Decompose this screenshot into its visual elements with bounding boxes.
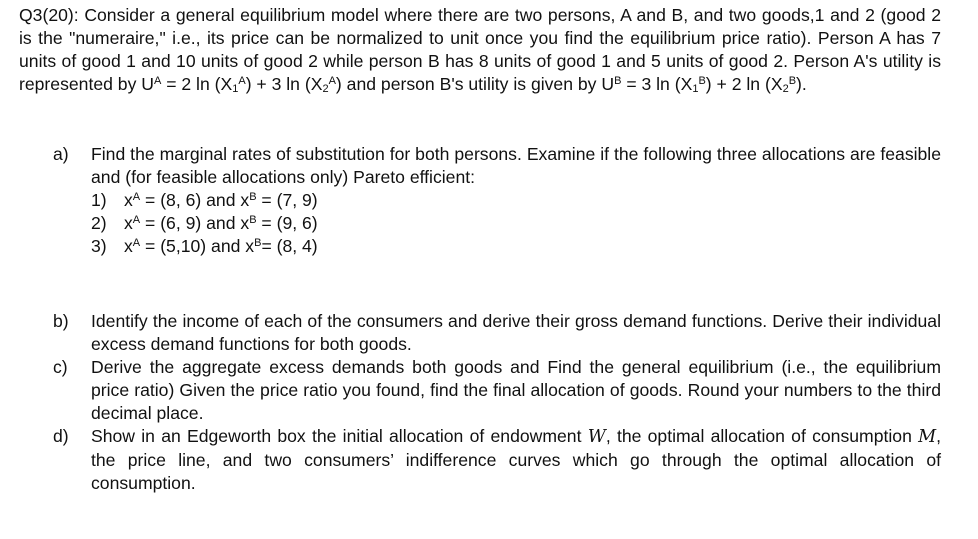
allocation-item [91,189,941,212]
utility-B-formula-end: ). [796,74,807,94]
utility-A-formula-mid: ) + 3 ln (X [245,74,323,94]
superscript-B: B [698,75,706,87]
part-c-letter: c) [53,357,68,377]
x-symbol: x [124,236,133,256]
utility-B-formula-mid: ) + 2 ln (X [705,74,783,94]
x-symbol: x [124,190,133,210]
allocation-item [91,235,941,258]
superscript-A: A [132,191,141,203]
allocation-text [124,212,318,235]
allocation-number: 2) [91,213,107,233]
part-d-text-3: , the price line, and two consumers’ indifference curves which go through the optimal allocation of consumption. [91,426,942,493]
subscript-1: 1 [692,83,699,95]
utility-A-formula-end: ) and person B's utility is given by U [335,74,615,94]
parts-b-c-d [53,310,941,495]
part-c-text: Derive the aggregate excess demands both goods and Find the general equilibrium (i.e., the equilibrium price ratio) Given the price ratio you found, find the final allocation of goods. Round your numbers to the third decimal place. [91,357,941,423]
part-b-letter: b) [53,311,69,331]
allocation-xA: = (8, 6) and x [145,190,250,210]
superscript-A: A [132,214,141,226]
superscript-B: B [249,214,257,226]
part-d-text-2: , the optimal allocation of consumption [605,426,919,446]
allocation-xA: = (6, 9) and x [145,213,250,233]
utility-A-formula: = 2 ln (X [166,74,233,94]
superscript-B: B [254,237,262,249]
part-d-text [91,425,941,495]
question-label: Q3(20): [19,5,79,25]
allocation-number: 3) [91,236,107,256]
part-d-letter: d) [53,426,69,446]
part-b-text: Identify the income of each of the consumers and derive their gross demand functions. Derive their individual excess demand functions for both goods. [91,311,941,354]
superscript-B: B [249,191,257,203]
part-c [53,356,941,425]
symbol-W: W [587,427,606,447]
x-symbol: x [124,213,133,233]
symbol-M: M [918,427,937,447]
allocation-item [91,212,941,235]
subscript-2: 2 [322,83,329,95]
subscript-1: 1 [232,83,239,95]
superscript-A: A [238,75,246,87]
superscript-A: A [153,75,162,87]
superscript-A: A [328,75,336,87]
allocation-text [124,235,318,258]
utility-B-formula: = 3 ln (X [626,74,693,94]
part-b [53,310,941,356]
part-a-letter: a) [53,144,69,164]
part-d-text-1: Show in an Edgeworth box the initial allocation of endowment [91,426,588,446]
allocation-text [124,189,318,212]
allocation-list [91,189,941,258]
part-a [53,143,941,258]
intro-text: Consider a general equilibrium model where there are two persons, A and B, and two goods,1 and 2 (good 2 is the "numeraire," i.e., its price can be normalized to unit once you find the equilibrium price ratio). Person A has 7 units of good 1 and 10 units of good 2 while person B has 8 units of good 1 and 5 units of good 2. Person A's utility is represented by U [19,5,941,94]
allocation-xA: = (5,10) and x [145,236,255,256]
subscript-2: 2 [782,83,789,95]
superscript-B: B [788,75,797,87]
allocation-xB: = (9, 6) [261,213,318,233]
part-a-text: Find the marginal rates of substitution for both persons. Examine if the following three allocations are feasible and (for feasible allocations only) Pareto efficient: [91,144,941,187]
allocation-xB: = (7, 9) [261,190,318,210]
superscript-B: B [614,75,622,87]
question-intro [19,4,941,96]
allocation-number: 1) [91,190,107,210]
allocation-xB: = (8, 4) [261,236,318,256]
part-d [53,425,941,495]
superscript-A: A [132,237,141,249]
